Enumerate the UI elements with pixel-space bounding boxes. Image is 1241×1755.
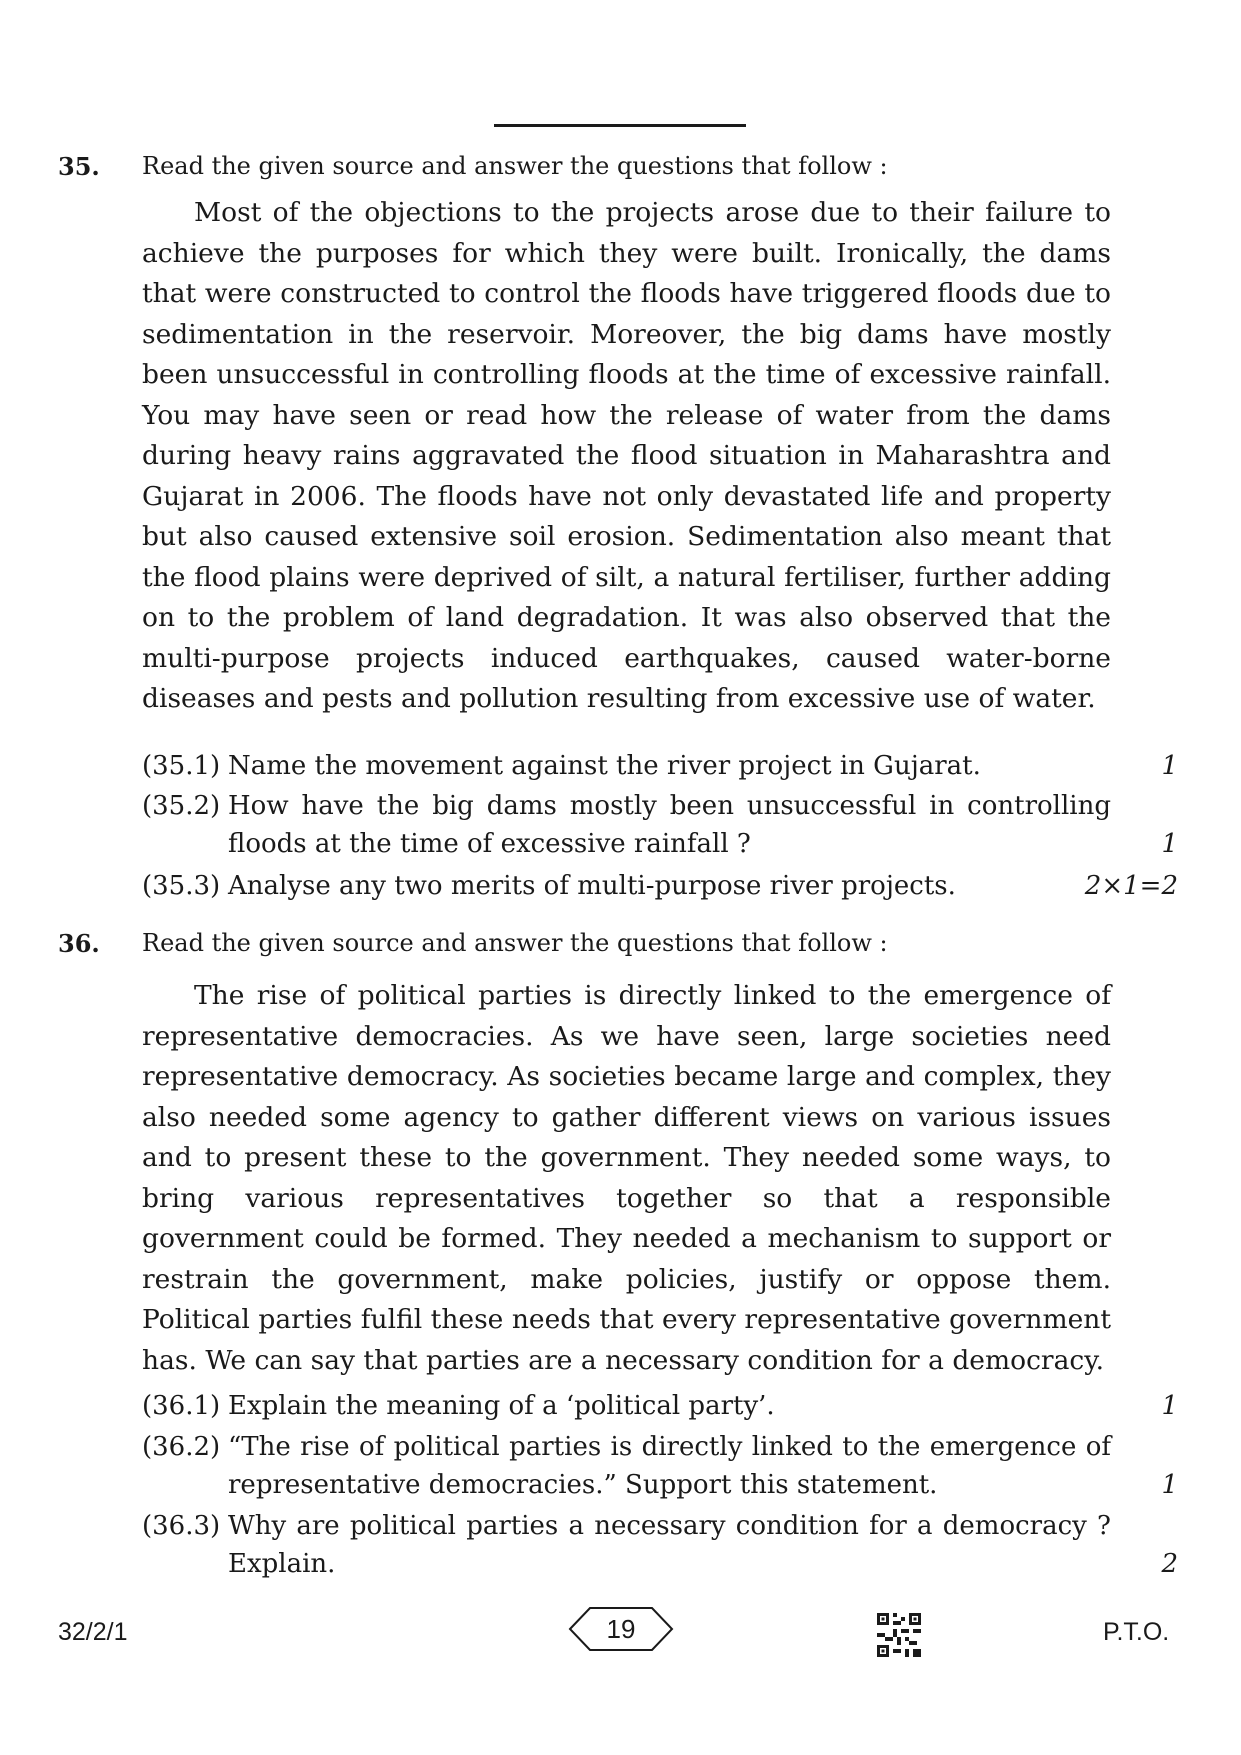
sub-marks: 1 bbox=[1161, 751, 1178, 781]
question-36-3 bbox=[142, 1507, 1178, 1585]
sub-text: Why are political parties a necessary condition for a democracy ? Explain. bbox=[228, 1511, 1111, 1579]
sub-marks: 1 bbox=[1161, 829, 1178, 859]
sub-number: (36.2) bbox=[142, 1432, 221, 1462]
question-35-2 bbox=[142, 787, 1178, 865]
paper-code: 32/2/1 bbox=[58, 1618, 128, 1646]
sub-number: (36.3) bbox=[142, 1511, 221, 1541]
sub-marks: 2×1=2 bbox=[1084, 871, 1178, 901]
sub-number: (35.3) bbox=[142, 871, 221, 901]
question-36-2 bbox=[142, 1428, 1178, 1506]
question-36-passage: The rise of political parties is directly linked to the emergence of representative democracies. As we have seen, large societies need representative democracy. As societies became large and complex, they also needed some agency to gather different views on various issues and to present these to the government. They needed some ways, to bring various representatives together so that a responsible government could be formed. They needed a mechanism to support or restrain the government, make policies, justify or oppose them. Political parties fulfil these needs that every representative government has. We can say that parties are a necessary condition for a democracy. bbox=[142, 980, 1111, 1376]
page-number-badge bbox=[568, 1605, 674, 1653]
sub-text: Analyse any two merits of multi-purpose river projects. bbox=[228, 871, 956, 901]
sub-number: (36.1) bbox=[142, 1391, 221, 1421]
sub-marks: 1 bbox=[1161, 1391, 1178, 1421]
sub-text: How have the big dams mostly been unsuccessful in controlling floods at the time of excessive rainfall ? bbox=[228, 791, 1111, 859]
question-36-number: 36. bbox=[58, 929, 100, 958]
question-35-passage: Most of the objections to the projects arose due to their failure to achieve the purposes for which they were built. Ironically, the dams that were constructed to control the floods have triggered floods due to sedimentation in the reservoir. Moreover, the big dams have mostly been unsuccessful in controlling floods at the time of excessive rainfall. You may have seen or read how the release of water from the dams during heavy rains aggravated the flood situation in Maharashtra and Gujarat in 2006. The floods have not only devastated life and property but also caused extensive soil erosion. Sedimentation also meant that the flood plains were deprived of silt, a natural fertiliser, further adding on to the problem of land degradation. It was also observed that the multi-purpose projects induced earthquakes, caused water-borne diseases and pests and pollution resulting from excessive use of water. bbox=[142, 197, 1111, 714]
qr-code-icon bbox=[877, 1613, 921, 1657]
header-rule bbox=[494, 124, 746, 127]
sub-text: Explain the meaning of a ‘political party’. bbox=[228, 1391, 775, 1421]
sub-text: Name the movement against the river project in Gujarat. bbox=[228, 751, 981, 781]
sub-number: (35.1) bbox=[142, 751, 221, 781]
sub-marks: 1 bbox=[1161, 1470, 1178, 1500]
sub-number: (35.2) bbox=[142, 791, 221, 821]
question-35-intro: Read the given source and answer the questions that follow : bbox=[142, 152, 888, 180]
page-number: 19 bbox=[606, 1614, 636, 1644]
pto-label: P.T.O. bbox=[1103, 1618, 1170, 1646]
sub-text: “The rise of political parties is directly linked to the emergence of representative democracies.” Support this statement. bbox=[228, 1432, 1111, 1500]
question-36-intro: Read the given source and answer the questions that follow : bbox=[142, 929, 888, 957]
sub-marks: 2 bbox=[1161, 1549, 1178, 1579]
question-35-number: 35. bbox=[58, 152, 100, 181]
